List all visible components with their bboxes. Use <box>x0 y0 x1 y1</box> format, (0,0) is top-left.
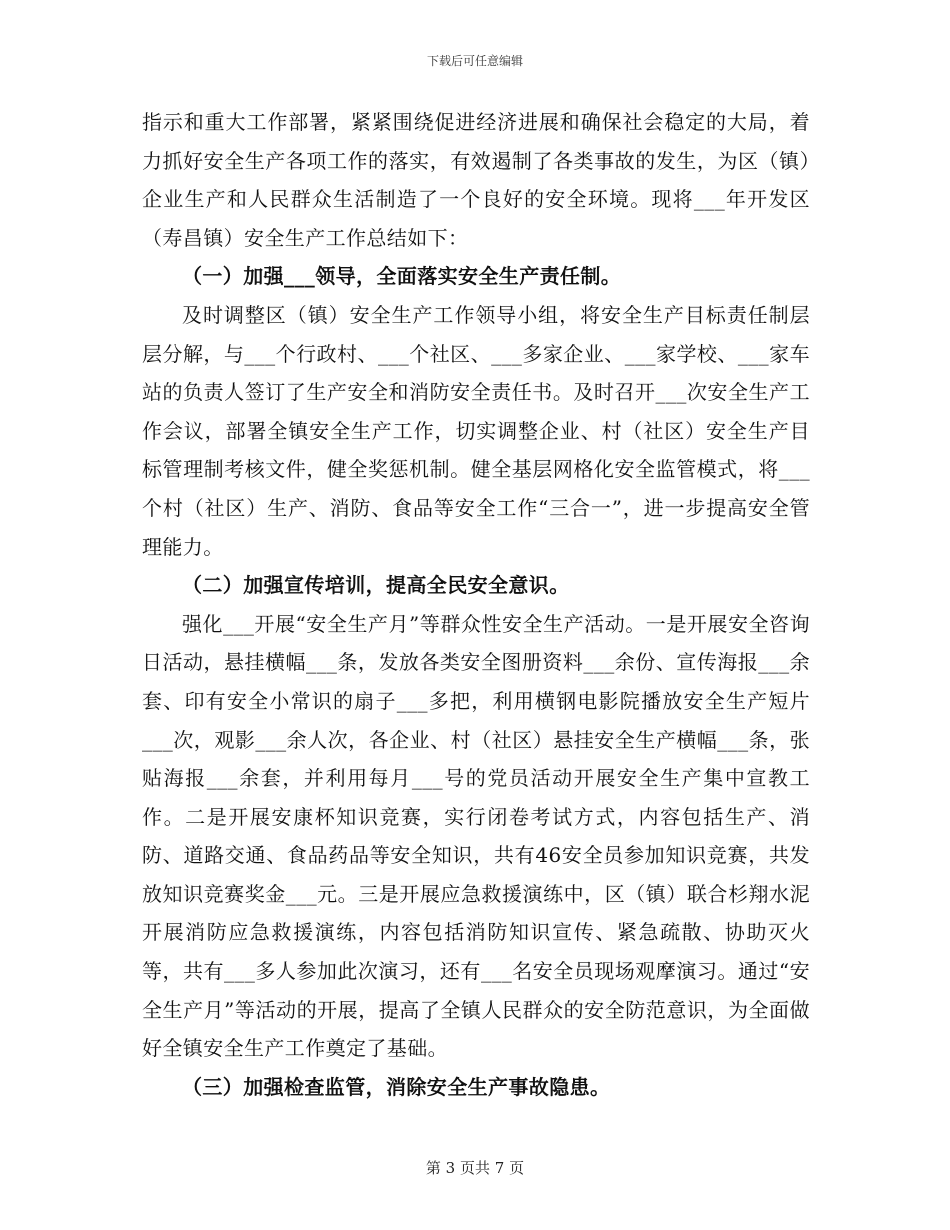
header-note: 下载后可任意编辑 <box>426 54 523 68</box>
section-heading-1: （一）加强___领导，全面落实安全生产责任制。 <box>182 264 622 289</box>
paragraph-intro-continued: 指示和重大工作部署，紧紧围绕促进经济进展和确保社会稳定的大局，着力抓好安全生产各项工作的落实，有效遏制了各类事故的发生，为区（镇）企业生产和人民群众生活制造了一个良好的安全环境。现将___年开发区（寿昌镇）安全生产工作总结如下： <box>142 110 810 250</box>
paragraph-section-1: 及时调整区（镇）安全生产工作领导小组，将安全生产目标责任制层层分解，与___个行政村、___个社区、___多家企业、___家学校、___家车站的负责人签订了生产安全和消防安全责任书。及时召开___次安全生产工作会议，部署全镇安全生产工作，切实调整企业、村（社区）安全生产目标管理制考核文件，健全奖惩机制。健全基层网格化安全监管模式，将___个村（社区）生产、消防、食品等安全工作“三合一”，进一步提高安全管理能力。 <box>142 302 810 559</box>
paragraph-section-2: 强化___开展“安全生产月”等群众性安全生产活动。一是开展安全咨询日活动，悬挂横幅___条，发放各类安全图册资料___余份、宣传海报___余套、印有安全小常识的扇子___多把，利用横钢电影院播放安全生产短片___次，观影___余人次，各企业、村（社区）悬挂安全生产横幅___条，张贴海报___余套，并利用每月___号的党员活动开展安全生产集中宣教工作。二是开展安康杯知识竞赛，实行闭卷考试方式，内容包括生产、消防、道路交通、食品药品等安全知识，共有46安全员参加知识竞赛，共发放知识竞赛奖金___元。三是开展应急救援演练中，区（镇）联合杉翔水泥开展消防应急救援演练，内容包括消防知识宣传、紧急疏散、协助灭火等，共有___多人参加此次演习，还有___名安全员现场观摩演习。通过“安全生产月”等活动的开展，提高了全镇人民群众的安全防范意识，为全面做好全镇安全生产工作奠定了基础。 <box>142 611 810 1061</box>
page-number-footer: 第 3 页共 7 页 <box>425 1159 525 1177</box>
document-body <box>142 103 810 1106</box>
section-heading-2: （二）加强宣传培训，提高全民安全意识。 <box>182 573 570 598</box>
section-heading-3: （三）加强检查监管，消除安全生产事故隐患。 <box>182 1074 611 1099</box>
